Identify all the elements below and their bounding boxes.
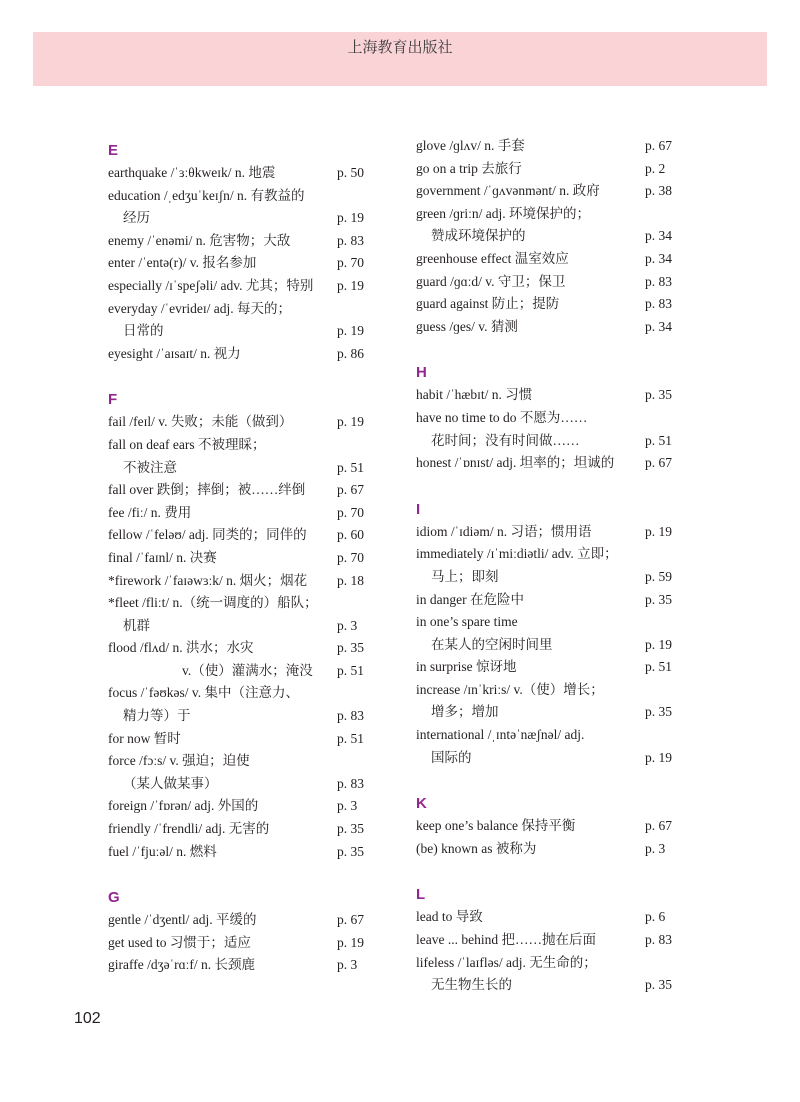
- glossary-entry: [416, 521, 678, 544]
- glossary-entry: [416, 838, 678, 861]
- entry-page-ref: p. 83: [645, 296, 672, 312]
- entry-term: international /ˌɪntəˈnæʃnəl/ adj.: [416, 727, 585, 743]
- entry-page-ref: p. 35: [645, 387, 672, 403]
- entry-term: in danger 在危险中: [416, 591, 524, 607]
- entry-term: green /ɡriːn/ adj. 环境保护的；: [416, 205, 590, 221]
- glossary-entry: [108, 909, 370, 932]
- entry-term: focus /ˈfəʊkəs/ v. 集中（注意力、: [108, 685, 300, 701]
- entry-page-ref: [337, 185, 370, 208]
- entry-continuation: 精力等）于: [123, 708, 191, 724]
- glossary-entry: [108, 411, 370, 434]
- glossary-entry: [416, 271, 678, 294]
- entry-term: habit /ˈhæbɪt/ n. 习惯: [416, 387, 533, 403]
- entry-continuation: 日常的: [123, 323, 164, 339]
- entry-page-ref: p. 60: [337, 527, 364, 543]
- entry-page-ref: p. 83: [337, 775, 364, 791]
- entry-page-ref: p. 86: [337, 345, 364, 361]
- glossary-entry: [416, 293, 678, 316]
- glossary-entry: [416, 452, 678, 475]
- entry-continuation: 经历: [123, 210, 150, 226]
- glossary-entry: [108, 750, 370, 795]
- glossary-entry: [416, 656, 678, 679]
- entry-page-ref: p. 2: [645, 160, 666, 176]
- glossary-entry: [108, 660, 370, 683]
- entry-page-ref: p. 3: [337, 617, 358, 633]
- entry-term: guard /ɡɑːd/ v. 守卫；保卫: [416, 273, 566, 289]
- entry-continuation: 赞成环境保护的: [431, 228, 526, 244]
- entry-term: leave ... behind 把……抛在后面: [416, 932, 596, 948]
- header-band: [33, 32, 767, 86]
- entry-term: guess /ɡes/ v. 猜测: [416, 318, 518, 334]
- entry-page-ref: p. 34: [645, 228, 672, 244]
- entry-term: enemy /ˈenəmi/ n. 危害物；大敌: [108, 232, 291, 248]
- entry-term: idiom /ˈɪdiəm/ n. 习语；惯用语: [416, 523, 592, 539]
- entry-page-ref: p. 83: [645, 273, 672, 289]
- entry-term: fuel /ˈfjuːəl/ n. 燃料: [108, 843, 217, 859]
- glossary-entry: [416, 952, 678, 997]
- entry-page-ref: p. 59: [645, 568, 672, 584]
- entry-term: earthquake /ˈɜːθkweɪk/ n. 地震: [108, 165, 276, 180]
- entry-term: *firework /ˈfaɪəwɜːk/ n. 烟火；烟花: [108, 572, 308, 588]
- entry-term: honest /ˈɒnɪst/ adj. 坦率的；坦诚的: [416, 455, 615, 471]
- entry-page-ref: [337, 592, 370, 615]
- glossary-entry: [108, 637, 370, 660]
- glossary-entry: [108, 275, 370, 298]
- entry-page-ref: p. 3: [337, 957, 358, 973]
- entry-page-ref: p. 38: [645, 183, 672, 199]
- entry-term: get used to 习惯于；适应: [108, 934, 251, 950]
- entry-continuation: 国际的: [431, 749, 472, 765]
- entry-page-ref: p. 19: [337, 277, 364, 293]
- glossary-entry: [416, 384, 678, 407]
- entry-page-ref: p. 19: [645, 636, 672, 652]
- glossary-left-column: [108, 130, 370, 977]
- entry-term: flood /flʌd/ n. 洪水；水灾: [108, 640, 254, 656]
- entry-page-ref: [645, 679, 678, 702]
- entry-term: everyday /ˈevrideɪ/ adj. 每天的；: [108, 300, 291, 316]
- entry-term: friendly /ˈfrendli/ adj. 无害的: [108, 821, 270, 837]
- glossary-entry: [416, 543, 678, 588]
- entry-continuation: 花时间；没有时间做……: [431, 432, 580, 448]
- entry-page-ref: [645, 724, 678, 747]
- entry-continuation: 不被注意: [123, 459, 177, 475]
- entry-page-ref: p. 35: [645, 977, 672, 993]
- entry-term: have no time to do 不愿为……: [416, 409, 588, 425]
- glossary-entry: [416, 135, 678, 158]
- entry-page-ref: p. 6: [645, 909, 666, 925]
- entry-term: especially /ɪˈspeʃəli/ adv. 尤其；特别: [108, 277, 314, 293]
- page-number: 102: [74, 1010, 101, 1027]
- entry-page-ref: p. 83: [337, 232, 364, 248]
- entry-page-ref: p. 70: [337, 255, 364, 271]
- entry-page-ref: [337, 298, 370, 321]
- glossary-entry: [416, 611, 678, 656]
- glossary-entry: [108, 479, 370, 502]
- entry-page-ref: p. 19: [337, 210, 364, 226]
- entry-term: foreign /ˈfɒrən/ adj. 外国的: [108, 798, 259, 814]
- glossary-entry: [108, 434, 370, 479]
- entry-page-ref: p. 35: [645, 591, 672, 607]
- entry-term: final /ˈfaɪnl/ n. 决赛: [108, 549, 217, 565]
- entry-term: v.（使）灌满水；淹没: [182, 662, 313, 678]
- glossary-entry: [108, 841, 370, 864]
- entry-page-ref: p. 35: [645, 704, 672, 720]
- glossary-entry: [108, 162, 370, 185]
- entry-page-ref: p. 83: [645, 932, 672, 948]
- entry-page-ref: [645, 952, 678, 975]
- entry-continuation: （某人做某事）: [123, 775, 218, 791]
- entry-continuation: 马上；即刻: [431, 568, 499, 584]
- entry-term: in one’s spare time: [416, 614, 518, 630]
- glossary-entry: [416, 929, 678, 952]
- glossary-entry: [108, 795, 370, 818]
- entry-term: increase /ɪnˈkriːs/ v.（使）增长；: [416, 681, 604, 697]
- entry-page-ref: p. 19: [645, 749, 672, 765]
- entry-page-ref: p. 34: [645, 318, 672, 334]
- entry-page-ref: [645, 543, 678, 566]
- glossary-entry: [108, 954, 370, 977]
- entry-term: enter /ˈentə(r)/ v. 报名参加: [108, 255, 257, 271]
- glossary-entry: [416, 248, 678, 271]
- section-letter: I: [416, 500, 421, 518]
- entry-term: gentle /ˈdʒentl/ adj. 平缓的: [108, 912, 257, 928]
- entry-term: education /ˌedʒuˈkeɪʃn/ n. 有教益的: [108, 187, 305, 203]
- entry-page-ref: p. 35: [337, 640, 364, 656]
- entry-page-ref: p. 67: [337, 482, 364, 498]
- glossary-entry: [108, 547, 370, 570]
- section-letter: F: [108, 391, 118, 409]
- entry-page-ref: p. 19: [337, 414, 364, 430]
- glossary-entry: [108, 502, 370, 525]
- entry-term: glove /ɡlʌv/ n. 手套: [416, 138, 525, 153]
- entry-term: (be) known as 被称为: [416, 840, 537, 856]
- entry-page-ref: p. 70: [337, 549, 364, 565]
- section-letter: L: [416, 886, 426, 904]
- entry-page-ref: p. 19: [337, 323, 364, 339]
- section-letter: H: [416, 364, 427, 382]
- entry-page-ref: p. 67: [645, 455, 672, 471]
- entry-term: guard against 防止；提防: [416, 296, 560, 312]
- glossary-entry: [108, 728, 370, 751]
- publisher-title: 上海教育出版社: [347, 38, 453, 56]
- entry-page-ref: p. 51: [337, 459, 364, 475]
- entry-page-ref: p. 83: [337, 708, 364, 724]
- entry-page-ref: p. 51: [337, 662, 364, 678]
- section-letter: E: [108, 142, 119, 159]
- glossary-entry: [416, 724, 678, 769]
- entry-term: keep one’s balance 保持平衡: [416, 818, 576, 834]
- glossary-entry: [108, 932, 370, 955]
- entry-page-ref: p. 51: [645, 659, 672, 675]
- entry-page-ref: [645, 203, 678, 226]
- glossary-entry: [108, 252, 370, 275]
- entry-page-ref: p. 67: [645, 138, 672, 153]
- glossary-entry: [416, 679, 678, 724]
- entry-term: in surprise 惊讶地: [416, 659, 517, 675]
- entry-page-ref: p. 3: [337, 798, 358, 814]
- glossary-entry: [108, 343, 370, 366]
- entry-page-ref: p. 50: [337, 165, 364, 180]
- entry-page-ref: p. 35: [337, 843, 364, 859]
- entry-page-ref: [337, 434, 370, 457]
- entry-page-ref: [645, 611, 678, 634]
- entry-page-ref: p. 19: [337, 934, 364, 950]
- entry-page-ref: [337, 750, 370, 773]
- entry-page-ref: p. 67: [337, 912, 364, 928]
- glossary-entry: [416, 407, 678, 452]
- glossary-entry: [416, 158, 678, 181]
- glossary-entry: [108, 230, 370, 253]
- glossary-entry: [108, 570, 370, 593]
- entry-page-ref: p. 3: [645, 840, 666, 856]
- entry-term: fall over 跌倒；摔倒；被……绊倒: [108, 482, 306, 498]
- glossary-entry: [108, 818, 370, 841]
- entry-term: eyesight /ˈaɪsaɪt/ n. 视力: [108, 345, 241, 361]
- glossary-entry: [416, 589, 678, 612]
- entry-term: fee /fiː/ n. 费用: [108, 504, 192, 520]
- entry-continuation: 无生物生长的: [431, 977, 512, 993]
- entry-continuation: 机群: [123, 617, 150, 633]
- entry-term: immediately /ɪˈmiːdiətli/ adv. 立即；: [416, 546, 618, 562]
- entry-page-ref: p. 67: [645, 818, 672, 834]
- entry-page-ref: p. 51: [337, 730, 364, 746]
- entry-page-ref: p. 34: [645, 250, 672, 266]
- glossary-entry: [108, 524, 370, 547]
- entry-term: giraffe /dʒəˈrɑːf/ n. 长颈鹿: [108, 957, 256, 973]
- entry-page-ref: p. 18: [337, 572, 364, 588]
- glossary-entry: [416, 316, 678, 339]
- glossary-entry: [108, 185, 370, 230]
- entry-term: force /fɔːs/ v. 强迫；迫使: [108, 753, 250, 769]
- section-letter: G: [108, 889, 120, 907]
- entry-term: fall on deaf ears 不被理睬；: [108, 436, 266, 452]
- entry-page-ref: p. 19: [645, 523, 672, 539]
- entry-term: government /ˈɡʌvənmənt/ n. 政府: [416, 183, 600, 199]
- entry-page-ref: [645, 407, 678, 430]
- entry-term: lead to 导致: [416, 909, 483, 925]
- glossary-entry: [108, 592, 370, 637]
- glossary-right-column: [416, 135, 678, 997]
- entry-term: go on a trip 去旅行: [416, 160, 522, 176]
- entry-term: greenhouse effect 温室效应: [416, 250, 569, 266]
- section-letter: K: [416, 795, 427, 813]
- entry-term: fellow /ˈfeləʊ/ adj. 同类的；同伴的: [108, 527, 307, 543]
- entry-term: *fleet /fliːt/ n.（统一调度的）船队；: [108, 595, 318, 611]
- entry-page-ref: p. 70: [337, 504, 364, 520]
- glossary-entry: [108, 298, 370, 343]
- entry-page-ref: p. 51: [645, 432, 672, 448]
- entry-continuation: 增多；增加: [431, 704, 499, 720]
- entry-page-ref: p. 35: [337, 821, 364, 837]
- entry-page-ref: [337, 682, 370, 705]
- entry-term: for now 暂时: [108, 730, 181, 746]
- glossary-entry: [416, 906, 678, 929]
- entry-term: lifeless /ˈlaɪfləs/ adj. 无生命的；: [416, 954, 597, 970]
- glossary-entry: [416, 815, 678, 838]
- glossary-entry: [108, 682, 370, 727]
- glossary-entry: [416, 180, 678, 203]
- entry-continuation: 在某人的空闲时间里: [431, 636, 553, 652]
- glossary-entry: [416, 203, 678, 248]
- entry-term: fail /feɪl/ v. 失败；未能（做到）: [108, 414, 293, 430]
